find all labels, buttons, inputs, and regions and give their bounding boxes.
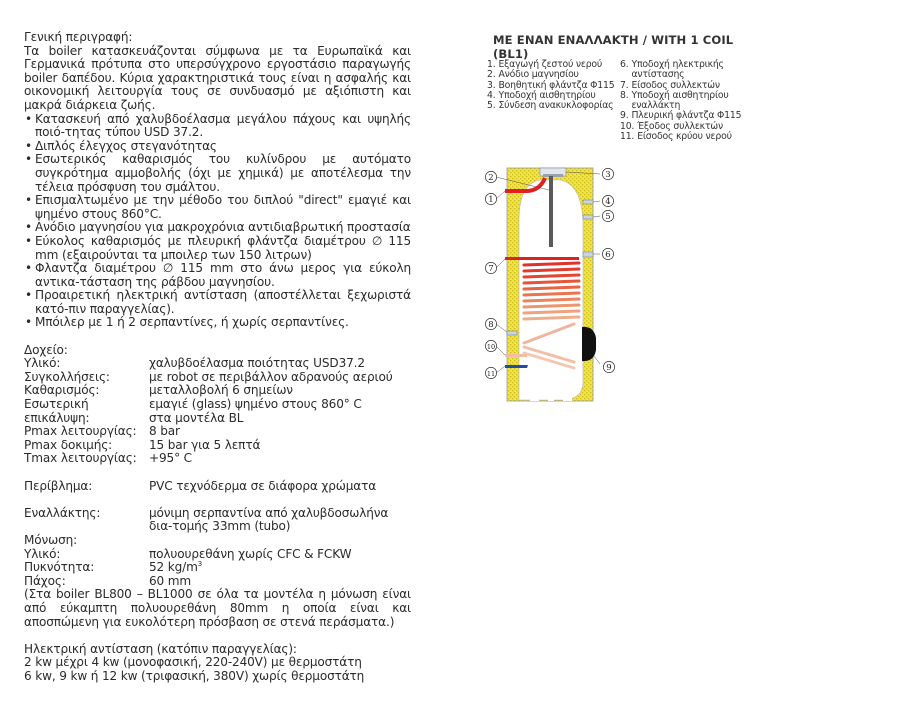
callout-label: 10 [486,343,496,351]
spec-row [24,398,411,412]
callout-1 [485,193,496,205]
spec-key: Tmax λειτουργίας: [24,451,137,466]
exchanger-sensor-socket [507,331,517,335]
legend-text: Σύνδεση ανακυκλοφορίας [498,100,614,112]
spec-value [149,561,411,575]
feature-item: • Διπλός έλεγχος στεγανότητας [24,140,411,154]
spec-row [24,575,411,589]
sensor-socket [583,200,593,204]
electric-line: 2 kw μέχρι 4 kw (μονοφασική, 220-240V) με θερμοστάτη [24,655,362,670]
magnesium-anode [549,176,553,247]
general-intro: Τα boiler κατασκευάζονται σύμφωνα με τα Ευρωπαϊκά και Γερμανικά πρότυπα στο υπερσύγχρονο εργοστάσιο παραγωγής boiler δαπέδου. Κύρια χαρακτηριστικά τους είναι η ασφαλής και οικονομική λειτουργία τους σε συνδυασμό με αξιόπιστη και μακρά διάρκεια ζωής. [24,43,411,112]
spec-value: με robot σε περιβάλλον αδρανούς αεριού [149,369,393,384]
callout-9 [603,361,614,373]
legend-number: 2. [487,69,496,81]
legend-text: Υποδοχή αισθητηρίου [498,89,596,101]
collector-outlet [505,354,527,357]
boiler-diagram [470,160,640,420]
spec-row [24,439,411,453]
tank-foot [563,396,572,401]
callout-label: 9 [606,363,612,373]
callout-label: 2 [488,173,494,183]
callout-5 [602,210,613,222]
spec-value: πολυουρεθάνη χωρίς CFC & FCKW [149,546,352,561]
feature-list [24,113,411,331]
spec-key: επικάλυψη: [24,410,90,425]
casing-value: PVC τεχνόδερμα σε διάφορα χρώματα [149,478,377,493]
casing-key: Περίβλημα: [24,478,93,493]
spec-row [24,384,411,398]
product-description [24,31,411,684]
density-value: 52 kg/m [149,560,198,575]
callout-label: 3 [605,170,611,180]
legend-text: Υποδοχή αισθητηρίου εναλλάκτη [631,89,729,112]
legend-number: 3. [487,79,496,91]
side-flange [582,327,596,361]
legend-item [620,60,750,81]
spec-value: 15 bar για 5 λεπτά [149,437,261,452]
feature-item: • Εύκολος καθαρισμός με πλευρική φλάντζα διαμέτρου ∅ 115 mm (εξαιρούνται τα μποιλερ των 150 λιτρων) [24,235,411,262]
electric-heading: Ηλεκτρική αντίσταση (κατόπιν παραγγελίας): [24,641,297,656]
feature-item: • Κατασκευή από χαλυβδοέλασμα μεγάλου πάχους και υψηλής ποιό-τητας τύπου USD 37.2. [24,113,411,140]
callout-11 [485,367,496,378]
legend-text: Ανόδιο μαγνησίου [498,69,579,81]
callout-6 [602,248,613,260]
legend-item [487,101,617,111]
density-exponent: 3 [197,560,203,569]
callout-label: 5 [605,212,611,222]
spec-row [24,548,411,562]
exchanger-row [24,507,411,534]
casing-row [24,480,411,494]
electric-line: 6 kw, 9 kw ή 12 kw (τριφασική, 380V) χωρίς θερμοστάτη [24,668,365,683]
spec-value: 60 mm [149,573,192,588]
spec-row [24,561,411,575]
spec-key: Συγκολλήσεις: [24,369,110,384]
callout-label: 6 [605,250,611,260]
insulation-heading: Μόνωση: [24,532,78,547]
callout-8 [485,318,496,330]
spec-key: Εσωτερική [24,397,89,412]
legend-number: 6. [620,59,629,70]
spec-key: Καθαρισμός: [24,383,100,398]
legend-number: 7. [620,79,629,91]
collector-inlet [505,257,579,260]
feature-item: • Προαιρετική ηλεκτρική αντίσταση (αποστέλλεται ξεχωριστά κατό-πιν παραγγελίας). [24,289,411,316]
spec-value: στα μοντέλα BL [149,410,244,425]
legend-number: 11. [620,131,635,143]
legend-item [620,132,750,142]
callout-label: 7 [488,264,494,274]
spec-value: +95° C [149,451,192,466]
legend-number: 1. [487,59,496,70]
feature-item: • Εσωτερικός καθαρισμός του κυλίνδρου με αυτόματο συγκρότημα αμμοβολής (όχι με χημικά) με αποτέλεσμα την τέλεια πρόσφυση του σμάλτου. [24,153,411,194]
feature-item: • Επισμαλτωμένο με την μέθοδο του διπλού "direct" εμαγιέ και ψημένο στους 860°C. [24,194,411,221]
legend-number: 9. [620,110,629,122]
tank-specs [24,357,411,466]
legend-number: 8. [620,89,629,101]
legend-text: Υποδοχή ηλεκτρικής αντίστασης [631,59,724,81]
callout-label: 1 [488,195,494,205]
spec-row [24,371,411,385]
spec-row [24,425,411,439]
insulation-note: (Στα boiler BL800 – BL1000 σε όλα τα μοντέλα η μόνωση είναι από εύκαμπτη πολυουρεθάνη 80mm η οποία είναι και αποσπώμενη για ευκολότερη πρόσβαση σε στενά περάσματα.) [24,587,411,629]
spec-row [24,412,411,426]
callout-label: 4 [605,197,611,207]
tank-heading: Δοχείο: [24,342,68,357]
cold-water-inlet [505,365,528,368]
callout-3 [602,168,613,180]
exchanger-value: μόνιμη σερπαντίνα από χαλυβδοσωλήνα δια-τομής 33mm (tubo) [149,505,389,534]
tank-foot [548,396,554,401]
spec-key: Πάχος: [24,573,66,588]
callout-label: 11 [486,370,496,378]
spec-value: εμαγιέ (glass) ψημένο στους 860° C [149,397,362,412]
spec-value: 8 bar [149,424,180,439]
feature-item: • Φλαντζα διαμέτρου ∅ 115 mm στο άνω μερος για εύκολη αντικα-τάσταση της ράβδου μαγνησίου. [24,262,411,289]
legend-text: Είσοδος συλλεκτών [631,79,720,91]
spec-row [24,452,411,466]
callout-4 [602,195,613,207]
spec-key: Pmax λειτουργίας: [24,424,137,439]
legend-number: 5. [487,100,496,112]
callout-10 [485,340,496,351]
feature-item: • Ανόδιο μαγνησίου για μακροχρόνια αντιδιαβρωτική προστασία [24,221,411,235]
legend-number: 4. [487,89,496,101]
legend-item [620,91,750,112]
heater-socket [583,252,593,257]
spec-key: Πυκνότητα: [24,560,95,575]
legend-text: Πλευρική φλάντζα Φ115 [631,110,742,122]
legend-text: Βοηθητική φλάντζα Φ115 [498,79,615,91]
callout-label: 8 [488,320,494,330]
spec-key: Υλικό: [24,356,61,371]
legend-column-1 [487,60,617,111]
spec-key: Pmax δοκιμής: [24,437,113,452]
recirculation-socket [583,215,593,219]
spec-row [24,357,411,371]
legend-column-2 [620,60,750,142]
exchanger-key: Εναλλάκτης: [24,505,101,520]
spec-value: μεταλλοβολή 6 σημείων [149,383,293,398]
legend-number: 10. [620,120,635,132]
legend-text: Έξοδος συλλεκτών [637,120,723,132]
legend-text: Εξαγωγή ζεστού νερού [498,59,603,70]
spec-value: χαλυβδοέλασμα ποιότητας USD37.2 [149,356,365,371]
tank-foot [530,396,539,401]
feature-item: • Μπόιλερ με 1 ή 2 σερπαντίνες, ή χωρίς σερπαντίνες. [24,316,411,330]
spec-key: Υλικό: [24,546,61,561]
callout-2 [485,171,496,183]
legend-text: Είσοδος κρύου νερού [637,131,732,143]
general-heading: Γενική περιγραφή: [24,30,133,44]
callout-7 [485,262,496,274]
diagram-title: ΜΕ ΕΝΑΝ ΕΝΑΛΛΑΚΤΗ / WITH 1 COIL (BL1) [493,33,734,61]
